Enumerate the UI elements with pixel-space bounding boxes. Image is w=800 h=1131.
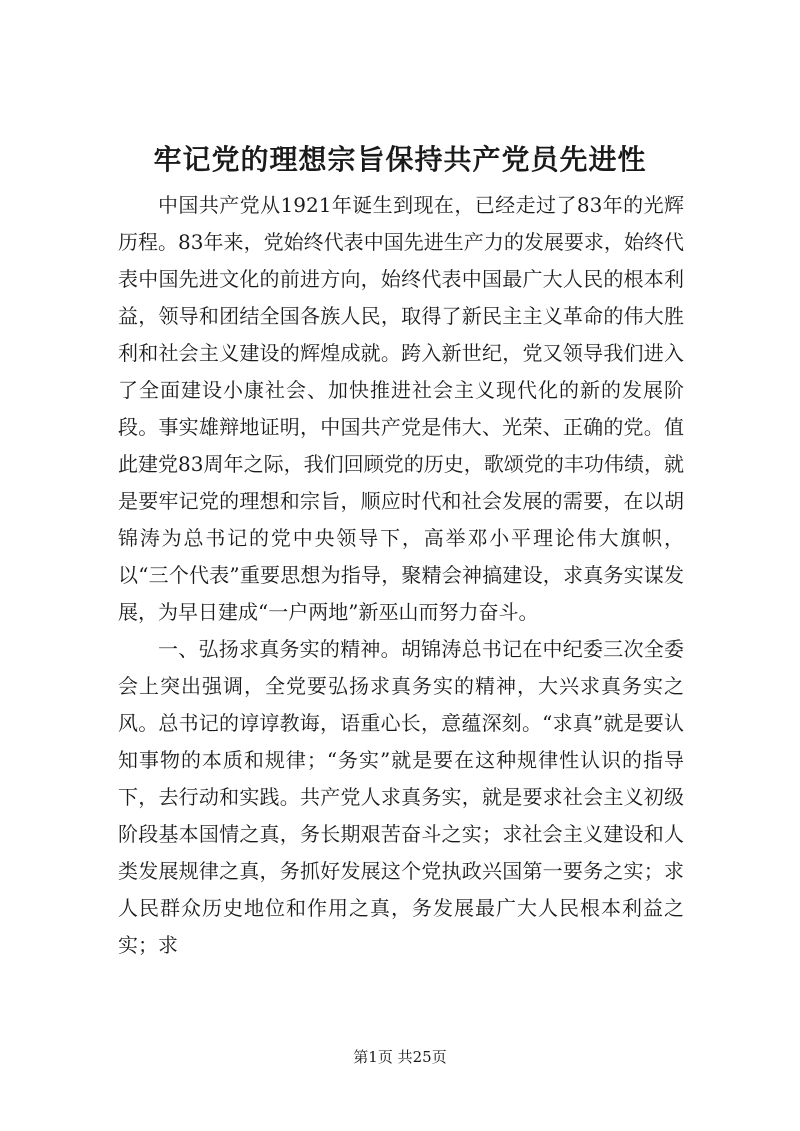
document-body [118, 187, 684, 964]
paragraph-1: 中国共产党从1921年诞生到现在，已经走过了83年的光辉历程。83年来，党始终代表中国先进生产力的发展要求，始终代表中国先进文化的前进方向，始终代表中国最广大人民的根本利益，领导和团结全国各族人民，取得了新民主主义革命的伟大胜利和社会主义建设的辉煌成就。跨入新世纪，党又领导我们进入了全面建设小康社会、加快推进社会主义现代化的新的发展阶段。事实雄辩地证明，中国共产党是伟大、光荣、正确的党。值此建党83周年之际，我们回顾党的历史，歌颂党的丰功伟绩，就是要牢记党的理想和宗旨，顺应时代和社会发展的需要，在以胡锦涛为总书记的党中央领导下，高举邓小平理论伟大旗帜，以“三个代表”重要思想为指导，聚精会神搞建设，求真务实谋发展，为早日建成“一户两地”新巫山而努力奋斗。 [118, 193, 684, 624]
document-title: 牢记党的理想宗旨保持共产党员先进性 [153, 143, 647, 176]
page-footer: 第1页 共25页 [353, 1048, 447, 1066]
paragraph-2: 一、弘扬求真务实的精神。胡锦涛总书记在中纪委三次全委会上突出强调，全党要弘扬求真务实的精神，大兴求真务实之风。总书记的谆谆教诲，语重心长，意蕴深刻。“求真”就是要认知事物的本质和规律；“务实”就是要在这种规律性认识的指导下，去行动和实践。共产党人求真务实，就是要求社会主义初级阶段基本国情之真，务长期艰苦奋斗之实；求社会主义建设和人类发展规律之真，务抓好发展这个党执政兴国第一要务之实；求人民群众历史地位和作用之真，务发展最广大人民根本利益之实；求 [118, 637, 684, 957]
